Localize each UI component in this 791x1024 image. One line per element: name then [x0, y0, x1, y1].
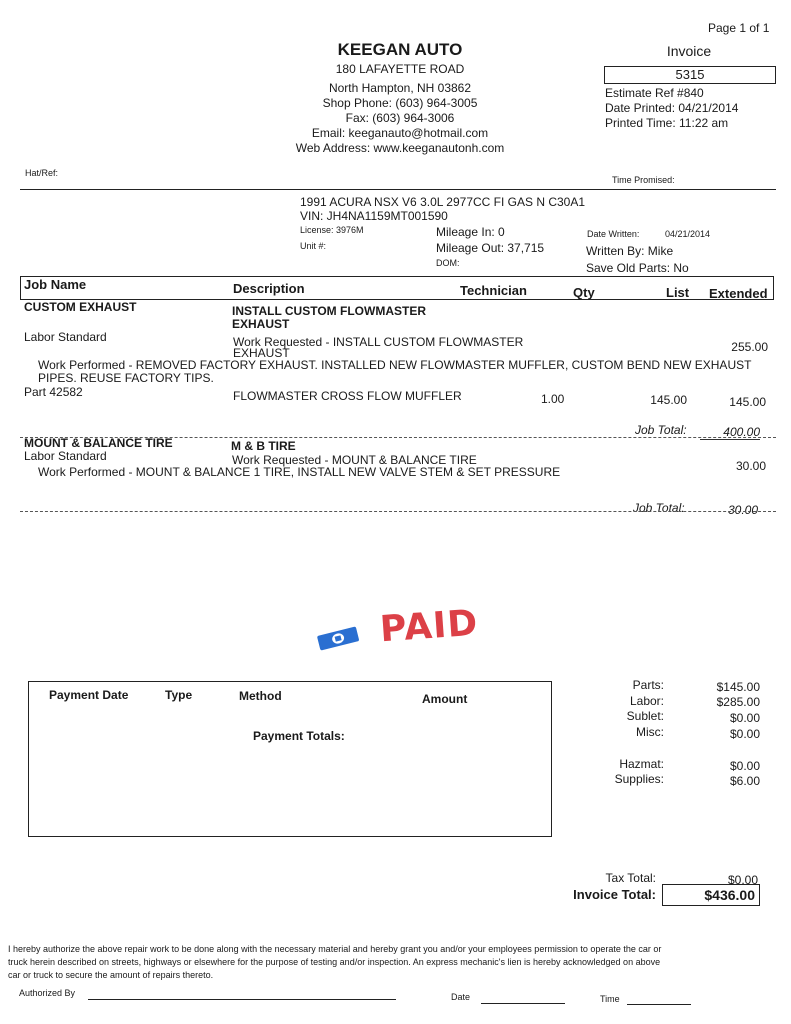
- job-1-name: CUSTOM EXHAUST: [24, 300, 137, 314]
- shop-email: Email: keeganauto@hotmail.com: [311, 126, 489, 140]
- job-2-divider: [20, 511, 776, 512]
- auth-text-3: car or truck to secure the amount of repairs thereto.: [8, 970, 214, 980]
- tax-total-label: Tax Total:: [605, 871, 656, 885]
- job-2-work-requested-1: Work Requested - MOUNT & BALANCE TIRE: [232, 453, 477, 467]
- col-list: List: [666, 285, 690, 300]
- job-2-total: 30.00: [727, 503, 758, 517]
- col-job-name: Job Name: [24, 277, 87, 292]
- shop-phone: Shop Phone: (603) 964-3005: [322, 96, 478, 110]
- vehicle-vin: VIN: JH4NA1159MT001590: [300, 209, 448, 223]
- invoice-number: 5315: [604, 66, 776, 84]
- job-1-part-ext: 145.00: [729, 395, 766, 409]
- vehicle-license: License: 3976M: [300, 225, 364, 235]
- job-1-work-requested-1: Work Requested - INSTALL CUSTOM FLOWMASTER: [233, 335, 524, 349]
- auth-text-1: I hereby authorize the above repair work to be done along with the necessary material and hereby grant you and/or your employees permission to operate the car or: [8, 944, 662, 954]
- summary-supplies-label: Supplies:: [614, 772, 664, 786]
- time-promised-label: Time Promised:: [612, 175, 675, 185]
- payment-totals-label: Payment Totals:: [253, 729, 345, 743]
- summary-misc-value: $0.00: [729, 727, 760, 741]
- summary-hazmat-value: $0.00: [729, 759, 760, 773]
- invoice-total-label: Invoice Total:: [573, 887, 656, 902]
- job-2-title-1: M & B TIRE: [231, 439, 296, 453]
- header-rule: [20, 189, 776, 190]
- date-label: Date: [451, 992, 471, 1002]
- mileage-in: Mileage In: 0: [436, 225, 505, 239]
- vehicle-desc: 1991 ACURA NSX V6 3.0L 2977CC FI GAS N C30A1: [300, 195, 586, 209]
- summary-misc-label: Misc:: [636, 725, 664, 739]
- time-label: Time: [600, 994, 620, 1004]
- time-line[interactable]: [627, 1004, 691, 1005]
- date-printed: Date Printed: 04/21/2014: [605, 101, 739, 115]
- page-number: Page 1 of 1: [708, 21, 770, 35]
- save-old-parts: Save Old Parts: No: [586, 261, 689, 275]
- job-1-total: 400.00: [700, 425, 760, 440]
- invoice-title: Invoice: [666, 43, 712, 59]
- col-description: Description: [233, 281, 305, 296]
- job-2-name: MOUNT & BALANCE TIRE: [24, 436, 173, 450]
- vehicle-unit: Unit #:: [300, 241, 327, 251]
- mileage-out: Mileage Out: 37,715: [436, 241, 545, 255]
- money-icon: [314, 624, 362, 652]
- invoice-total-value: $436.00: [662, 884, 760, 906]
- summary-labor-value: $285.00: [716, 695, 760, 709]
- shop-fax: Fax: (603) 964-3006: [345, 111, 455, 125]
- summary-hazmat-label: Hazmat:: [619, 757, 664, 771]
- job-1-work-performed-1: Work Performed - REMOVED FACTORY EXHAUST. INSTALLED NEW FLOWMASTER MUFFLER, CUSTOM BEND NEW EXHAUST: [38, 358, 752, 372]
- summary-parts-value: $145.00: [716, 680, 760, 694]
- summary-sublet-label: Sublet:: [626, 709, 664, 723]
- payment-type-header: Type: [165, 688, 193, 702]
- shop-address1: 180 LAFAYETTE ROAD: [335, 62, 465, 76]
- payment-amount-header: Amount: [422, 692, 468, 706]
- date-line[interactable]: [481, 1003, 565, 1004]
- tax-total-value: $0.00: [727, 873, 758, 887]
- job-1-part: Part 42582: [24, 385, 83, 399]
- date-written-label: Date Written:: [587, 229, 640, 239]
- column-header-row: [20, 276, 774, 300]
- col-extended: Extended: [709, 286, 768, 301]
- summary-labor-label: Labor:: [629, 694, 664, 708]
- payment-date-header: Payment Date: [49, 688, 129, 702]
- hat-ref-label: Hat/Ref:: [25, 168, 59, 178]
- job-2-work-performed-1: Work Performed - MOUNT & BALANCE 1 TIRE, INSTALL NEW VALVE STEM & SET PRESSURE: [38, 465, 561, 479]
- printed-time: Printed Time: 11:22 am: [605, 116, 729, 130]
- job-1-labor: Labor Standard: [24, 330, 107, 344]
- shop-web: Web Address: www.keeganautonh.com: [295, 141, 505, 155]
- job-2-total-label: Job Total:: [633, 501, 685, 515]
- payment-method-header: Method: [239, 689, 282, 703]
- job-1-work-requested-2: EXHAUST: [233, 346, 290, 360]
- job-2-labor-amount: 30.00: [735, 459, 766, 473]
- col-technician: Technician: [460, 283, 527, 298]
- auth-text-2: truck herein described on streets, highways or elsewhere for the purpose of testing and/or inspection. An express mechanic's lien is hereby acknowledged on above: [8, 957, 661, 967]
- job-1-part-desc: FLOWMASTER CROSS FLOW MUFFLER: [233, 389, 462, 403]
- job-2-labor: Labor Standard: [24, 449, 107, 463]
- job-1-total-label: Job Total:: [635, 423, 687, 437]
- summary-parts-label: Parts:: [632, 678, 664, 692]
- job-1-work-performed-2: PIPES. REUSE FACTORY TIPS.: [38, 371, 214, 385]
- summary-sublet-value: $0.00: [729, 711, 760, 725]
- summary-supplies-value: $6.00: [729, 774, 760, 788]
- job-1-title-1: INSTALL CUSTOM FLOWMASTER: [232, 304, 426, 318]
- job-1-part-qty: 1.00: [541, 392, 565, 406]
- date-written: 04/21/2014: [665, 229, 711, 239]
- job-1-title-2: EXHAUST: [232, 317, 290, 331]
- authorized-by-label: Authorized By: [19, 988, 76, 998]
- col-qty: Qty: [573, 285, 595, 300]
- shop-name: KEEGAN AUTO: [337, 40, 463, 59]
- shop-address2: North Hampton, NH 03862: [328, 81, 472, 95]
- authorized-by-line[interactable]: [88, 999, 396, 1000]
- job-1-labor-amount: 255.00: [731, 340, 768, 354]
- payments-box: [28, 681, 552, 837]
- paid-stamp: PAID: [378, 602, 480, 651]
- written-by: Written By: Mike: [586, 244, 674, 258]
- estimate-ref: Estimate Ref #840: [605, 86, 704, 100]
- dom-label: DOM:: [436, 258, 460, 268]
- job-1-part-list: 145.00: [650, 393, 687, 407]
